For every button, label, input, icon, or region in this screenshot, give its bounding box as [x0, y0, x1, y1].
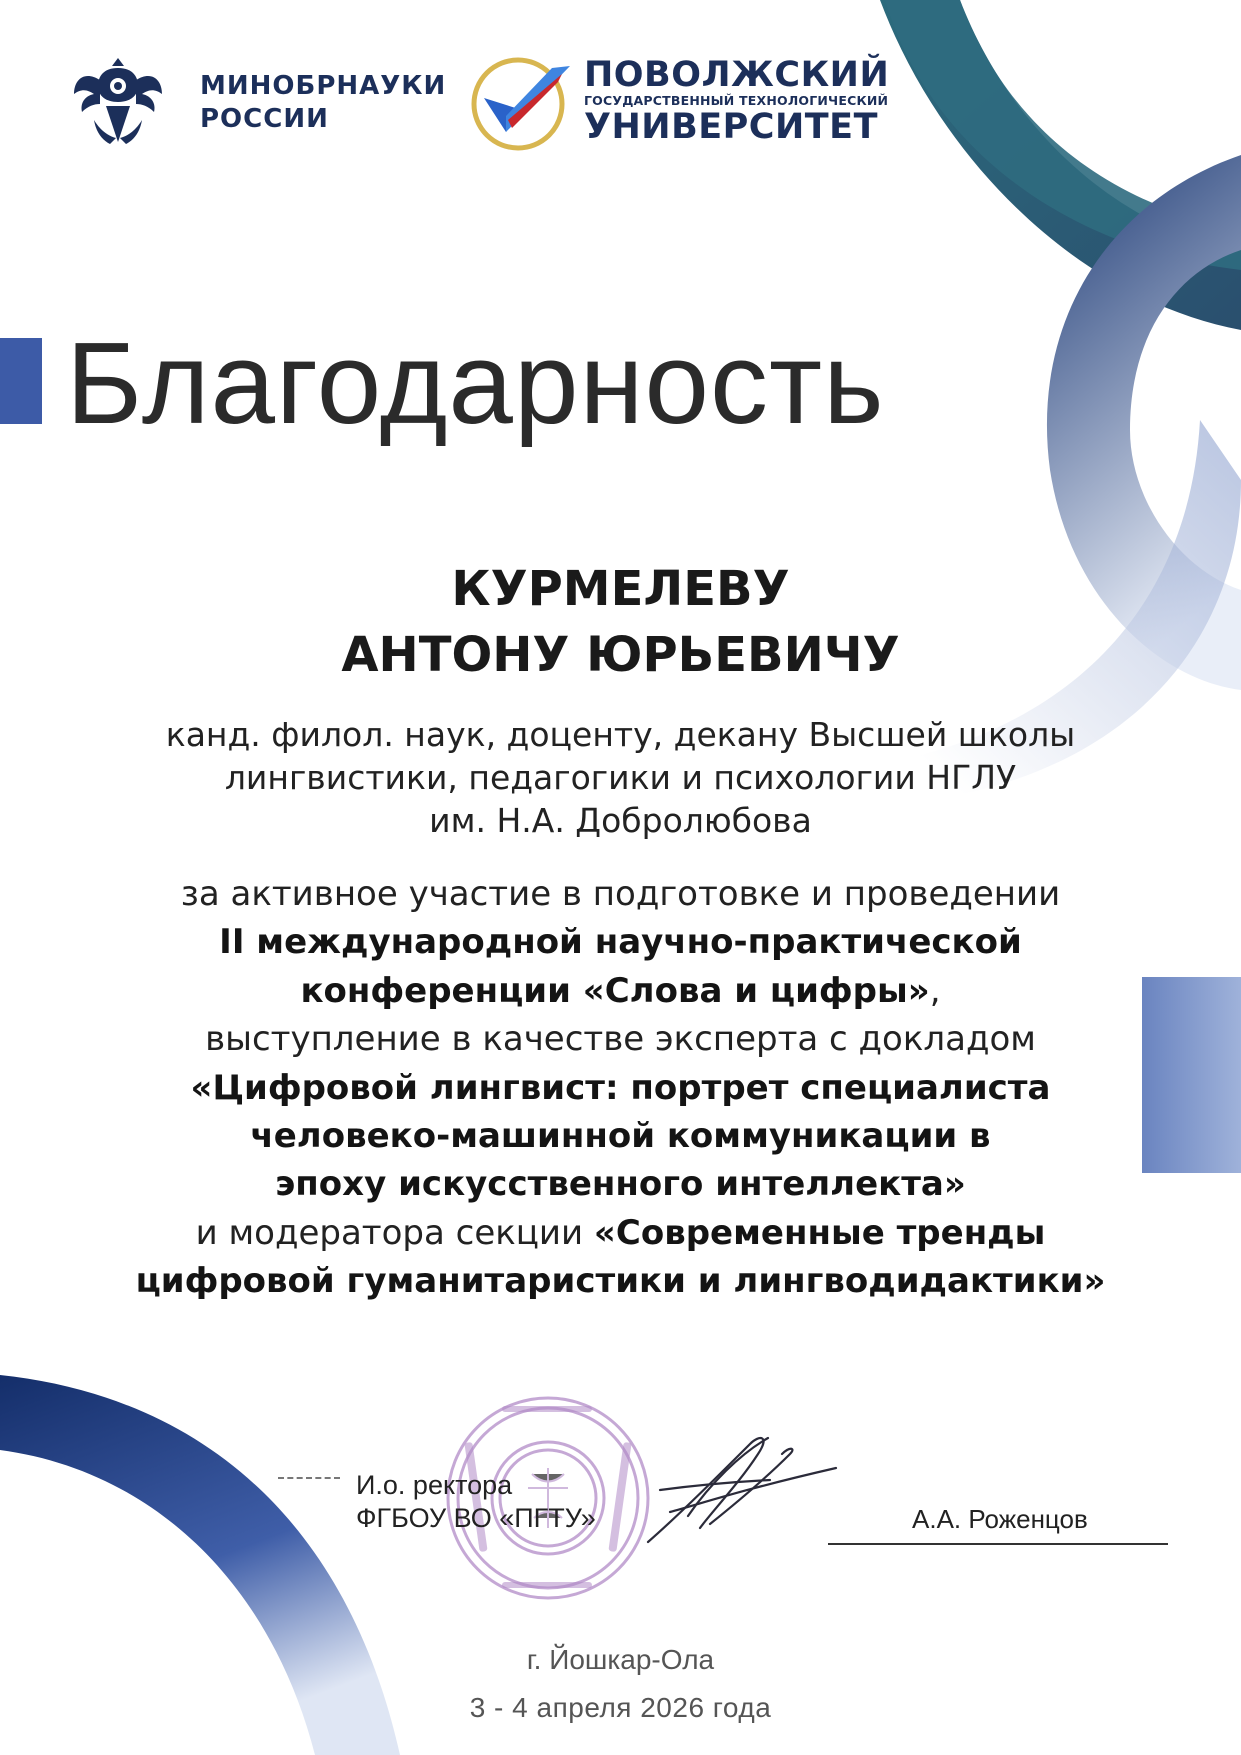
ministry-line2: РОССИИ	[200, 104, 329, 134]
signer-name: А.А. Роженцов	[912, 1504, 1088, 1534]
university-logo-icon	[466, 50, 576, 154]
recipient-name	[0, 556, 1241, 688]
position-line1: канд. филол. наук, доценту, декану Высшей школы	[165, 715, 1076, 754]
body-line2: II международной научно-практической	[219, 922, 1022, 963]
university-line1: ПОВОЛЖСКИЙ	[584, 55, 890, 95]
body-line5: «Цифровой лингвист: портрет специалиста	[190, 1067, 1051, 1108]
university-line3: УНИВЕРСИТЕТ	[584, 107, 878, 147]
title-accent-bar	[0, 338, 42, 424]
signature-dash	[278, 1477, 340, 1479]
body-line6: человеко-машинной коммуникации в	[250, 1116, 991, 1157]
city: г. Йошкар-Ола	[526, 1644, 715, 1675]
recipient-given-name: АНТОНУ ЮРЬЕВИЧУ	[341, 627, 900, 683]
body-line9: цифровой гуманитаристики и лингводидактики»	[135, 1261, 1106, 1302]
body-line3-tail: ,	[929, 970, 941, 1011]
signature-line	[828, 1543, 1168, 1545]
body-line1: за активное участие в подготовке и проведении	[180, 874, 1061, 914]
body-line4: выступление в качестве эксперта с докладом	[205, 1019, 1036, 1060]
recipient-position	[0, 713, 1241, 842]
recipient-surname: КУРМЕЛЕВУ	[451, 561, 790, 617]
gratitude-text	[0, 870, 1241, 1306]
body-line8-bold: «Современные тренды	[593, 1212, 1046, 1253]
university-name	[584, 56, 889, 146]
position-line2: лингвистики, педагогики и психологии НГЛУ	[224, 758, 1017, 797]
position-line3: им. Н.А. Добролюбова	[429, 801, 812, 840]
body-line3-bold: конференции «Слова и цифры»	[300, 970, 930, 1011]
ministry-line1: МИНОБРНАУКИ	[200, 71, 447, 101]
body-line7: эпоху искусственного интеллекта»	[275, 1164, 966, 1205]
signer-role-line2: ФГБОУ ВО «ПГТУ»	[356, 1503, 596, 1533]
double-headed-eagle-icon	[70, 50, 166, 150]
document-title: Благодарность	[66, 318, 885, 448]
ministry-name	[200, 70, 446, 136]
event-date: 3 - 4 апреля 2026 года	[469, 1692, 772, 1723]
body-line8-normal: и модератора секции	[195, 1212, 594, 1253]
university-line2: ГОСУДАРСТВЕННЫЙ ТЕХНОЛОГИЧЕСКИЙ	[584, 93, 889, 108]
signer-role	[356, 1469, 596, 1535]
handwritten-signature	[640, 1424, 840, 1554]
signer-role-line1: И.о. ректора	[356, 1470, 513, 1500]
